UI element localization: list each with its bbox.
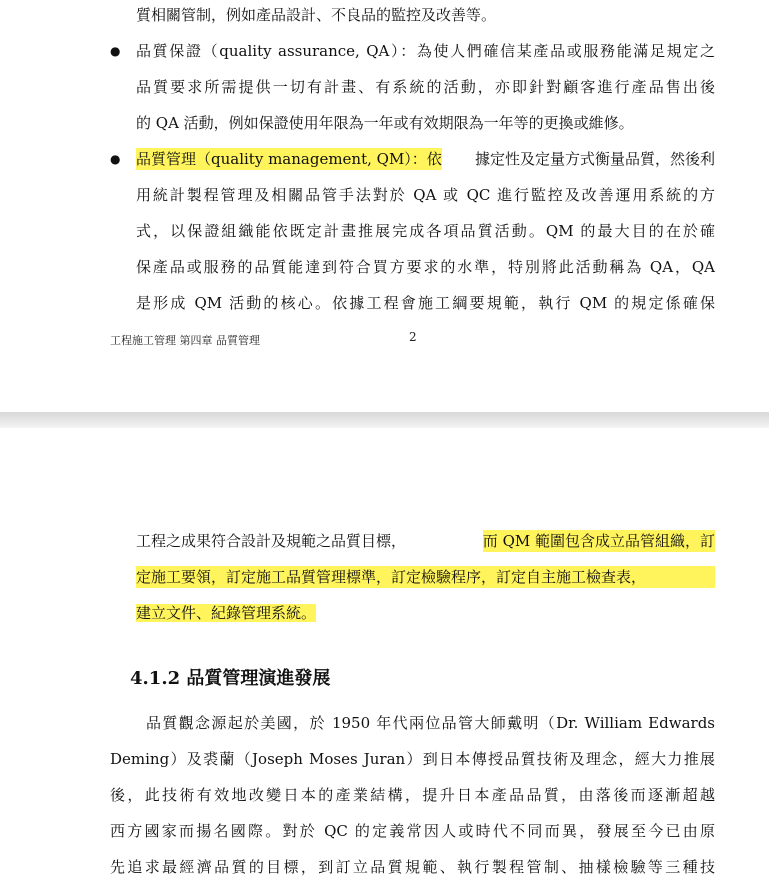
qm-line-3: 式，以保證組織能依既定計畫推展完成各項品質活動。QM 的最大目的在於確 (136, 222, 715, 240)
highlighted-text: 建立文件、紀錄管理系統。 (136, 604, 317, 622)
p2-para-line-3: 後，此技術有效地改變日本的產業結構，提升日本產品品質，由落後而逐漸超越 (110, 786, 715, 804)
p2-para-line-2: Deming）及裘蘭（Joseph Moses Juran）到日本傳授品質技術及理念，經大力推展 (110, 750, 715, 768)
text-span: 據定性及定量方式衡量品質，然後利 (474, 150, 715, 168)
qa-line-2: 品質要求所需提供一切有計畫、有系統的活動，亦即針對顧客進行產品售出後 (136, 78, 715, 96)
qm-line-2: 用統計製程管理及相關品管手法對於 QA 或 QC 進行監控及改善運用系統的方 (136, 186, 715, 204)
qm-line-1 (136, 148, 715, 170)
qa-line-1: 品質保證（quality assurance, QA）：為使人們確信某產品或服務能滿足規定之 (136, 42, 715, 60)
text-line: 質相關管制，例如產品設計、不良品的監控及改善等。 (136, 6, 497, 24)
page-number: 2 (409, 330, 417, 344)
document-page-2 (0, 428, 769, 879)
page-footer: 工程施工管理 第四章 品質管理 (110, 334, 260, 347)
qm-line-4: 保產品或服務的品質能達到符合買方要求的水準，特別將此活動稱為 QA，QA (136, 258, 715, 276)
p2-para-line-4: 西方國家而揚名國際。對於 QC 的定義常因人或時代不同而異，發展至今已由原 (110, 822, 715, 840)
p2-line-2 (136, 566, 715, 588)
p2-line-3 (136, 602, 316, 624)
qm-line-5: 是形成 QM 活動的核心。依據工程會施工綱要規範，執行 QM 的規定係確保 (136, 294, 715, 312)
p2-line-1 (136, 530, 715, 552)
page-separator (0, 412, 769, 428)
text-span: 工程之成果符合設計及規範之品質目標， (136, 532, 407, 550)
bullet-icon: ● (110, 44, 121, 58)
section-heading: 4.1.2 品質管理演進發展 (130, 668, 331, 689)
highlighted-text: 品質管理（quality management, QM）：依 (136, 150, 442, 168)
document-page-1 (0, 0, 769, 412)
p2-para-line-5: 先追求最經濟品質的目標，到訂立品質規範、執行製程管制、抽樣檢驗等三種技 (110, 858, 715, 876)
highlighted-text: 定施工要領，訂定施工品質管理標準，訂定檢驗程序，訂定自主施工檢查表， (136, 566, 715, 588)
qa-line-3: 的 QA 活動，例如保證使用年限為一年或有效期限為一年等的更換或維修。 (136, 114, 634, 132)
p2-para-line-1: 品質觀念源起於美國，於 1950 年代兩位品管大師戴明（Dr. William Edwards (146, 714, 715, 732)
highlighted-text: 而 QM 範圍包含成立品管組織，訂 (482, 532, 715, 550)
bullet-icon: ● (110, 152, 121, 166)
